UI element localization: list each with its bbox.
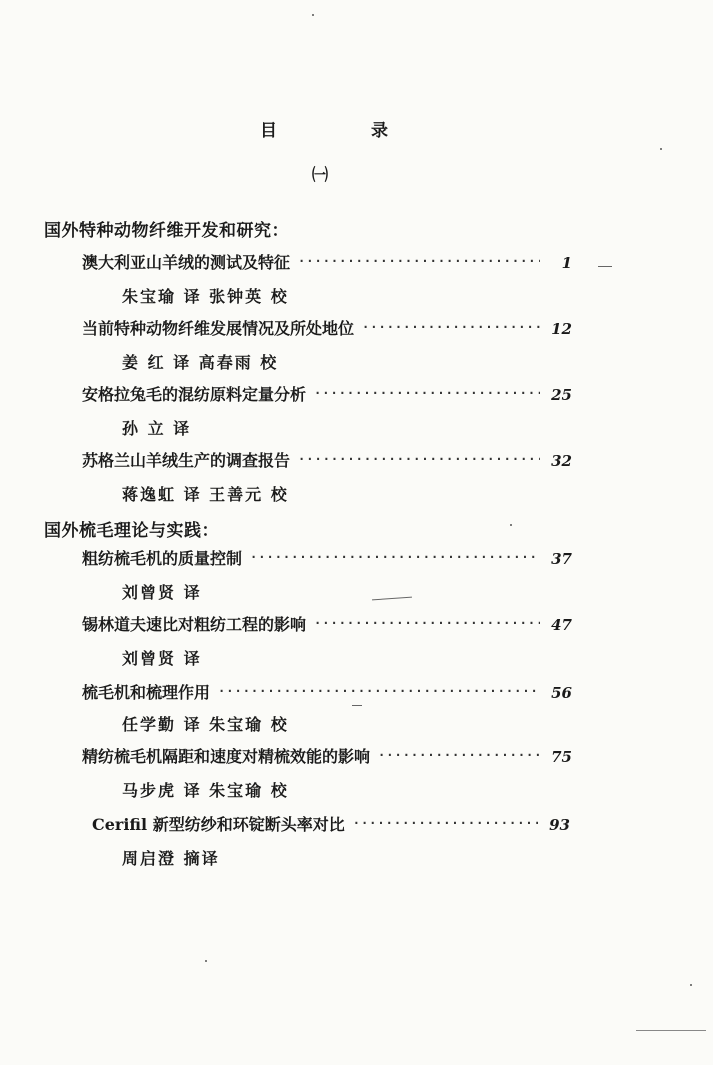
- title-char-1: 目: [260, 121, 279, 141]
- entry-credit: 周启澄 摘译: [122, 849, 220, 868]
- scan-speck: [660, 148, 662, 150]
- page-title: [260, 116, 390, 141]
- entry-page: 12: [551, 320, 572, 338]
- scan-mark: [352, 705, 362, 706]
- entry-credit: 任学勤 译 朱宝瑜 校: [122, 715, 289, 734]
- title-char-2: 录: [371, 121, 390, 141]
- entry-credit: 朱宝瑜 译 张钟英 校: [122, 287, 289, 306]
- entry-page: 75: [551, 748, 572, 766]
- entry-title: 精纺梳毛机隔距和速度对精梳效能的影响: [82, 747, 371, 766]
- dot-leader: [298, 254, 540, 268]
- entry-page: 25: [551, 386, 572, 404]
- part-number: ㈠: [311, 165, 328, 184]
- entry-title: 锡林道夫速比对粗纺工程的影响: [82, 615, 307, 634]
- dot-leader: [362, 320, 540, 334]
- entry-credit: 孙 立 译: [122, 419, 192, 438]
- toc-entry: [82, 382, 572, 405]
- scan-mark: [372, 597, 412, 601]
- toc-entry: [82, 448, 572, 471]
- scan-speck: [510, 524, 512, 526]
- entry-title: 苏格兰山羊绒生产的调查报告: [82, 451, 291, 470]
- entry-page: 47: [551, 616, 572, 634]
- entry-page: 32: [551, 452, 572, 470]
- dot-leader: [298, 452, 540, 466]
- entry-title: 澳大利亚山羊绒的测试及特征: [82, 253, 291, 272]
- dot-leader: [378, 748, 540, 762]
- entry-credit: 蒋逸虹 译 王善元 校: [122, 485, 289, 504]
- toc-entry: [82, 680, 572, 703]
- scan-speck: [690, 984, 692, 986]
- entry-page: 1: [561, 254, 572, 272]
- scan-mark: [636, 1030, 706, 1031]
- dot-leader: [314, 616, 540, 630]
- entry-title: 梳毛机和梳理作用: [82, 683, 211, 702]
- toc-entry: [82, 546, 572, 569]
- entry-credit: 马步虎 译 朱宝瑜 校: [122, 781, 289, 800]
- toc-entry: [92, 812, 570, 835]
- toc-entry: [82, 744, 572, 767]
- entry-title: 安格拉兔毛的混纺原料定量分析: [82, 385, 307, 404]
- entry-page: 56: [551, 684, 572, 702]
- dot-leader: [353, 816, 538, 830]
- entry-title: Cerifil 新型纺纱和环锭断头率对比: [92, 815, 345, 834]
- dot-leader: [250, 550, 540, 564]
- dot-leader: [314, 386, 540, 400]
- entry-credit: 刘曾贤 译: [122, 583, 202, 602]
- toc-entry: [82, 612, 572, 635]
- scan-speck: [205, 960, 207, 962]
- dot-leader: [218, 684, 540, 698]
- entry-page: 37: [551, 550, 572, 568]
- entry-title: 粗纺梳毛机的质量控制: [82, 549, 243, 568]
- entry-page: 93: [549, 816, 570, 834]
- scan-mark: [598, 266, 612, 267]
- entry-credit: 姜 红 译 高春雨 校: [122, 353, 279, 372]
- scan-speck: [312, 14, 314, 16]
- section-heading: 国外特种动物纤维开发和研究：: [44, 221, 289, 241]
- toc-entry: [82, 250, 572, 273]
- entry-credit: 刘曾贤 译: [122, 649, 202, 668]
- entry-title: 当前特种动物纤维发展情况及所处地位: [82, 319, 355, 338]
- toc-entry: [82, 316, 572, 339]
- section-heading: 国外梳毛理论与实践：: [44, 521, 219, 541]
